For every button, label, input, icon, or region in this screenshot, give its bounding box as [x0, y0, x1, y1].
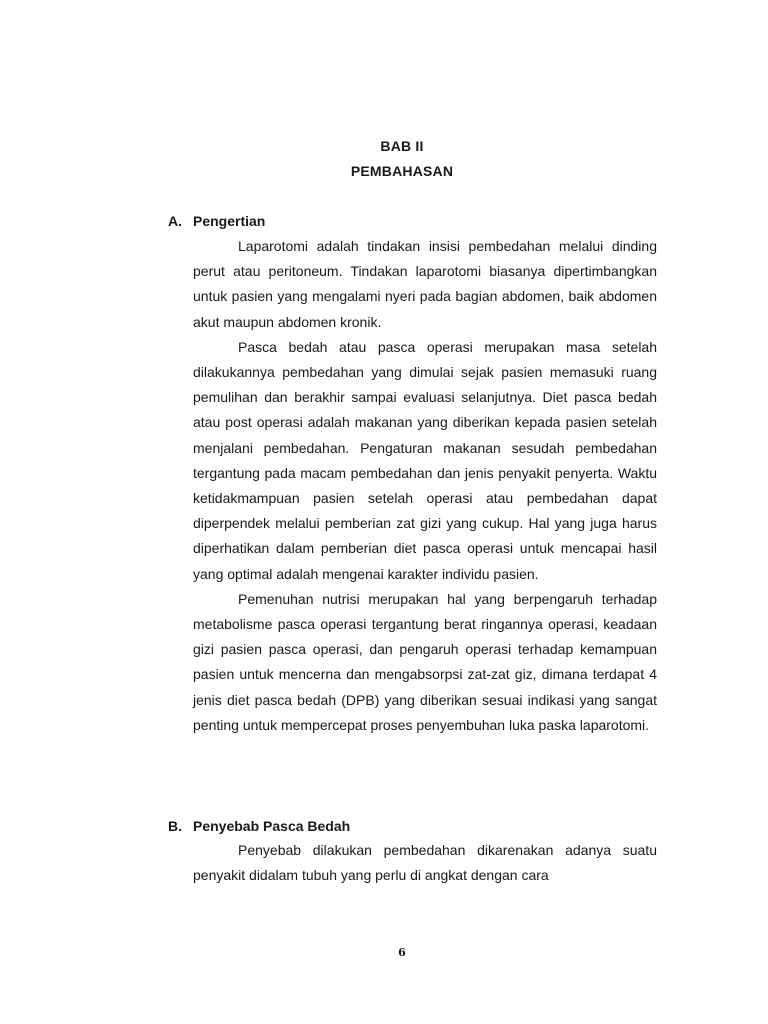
paragraph: Pemenuhan nutrisi merupakan hal yang berpengaruh terhadap metabolisme pasca operasi tergantung berat ringannya operasi, keadaan gizi pasien pasca operasi, dan pengaruh operasi terhadap kemampuan pasien untuk mencerna dan mengabsorpsi zat-zat giz, dimana terdapat 4 jenis diet pasca bedah (DPB) yang diberikan sesuai indikasi yang sangat penting untuk mempercepat proses penyembuhan luka paska laparotomi. — [193, 590, 657, 733]
section-marker: A. — [168, 213, 182, 229]
section-heading-pengertian — [168, 213, 265, 229]
chapter-title: PEMBAHASAN — [350, 163, 454, 179]
paragraph: Penyebab dilakukan pembedahan dikarenakan adanya suatu penyakit didalam tubuh yang perlu di angkat dengan cara — [193, 842, 657, 884]
section-body-penyebab — [193, 838, 657, 888]
section-title: Penyebab Pasca Bedah — [193, 818, 351, 834]
paragraph: Pasca bedah atau pasca operasi merupakan masa setelah dilakukannya pembedahan yang dimulai sejak pasien memasuki ruang pemulihan dan berakhir sampai evaluasi selanjutnya. Diet pasca bedah atau post operasi adalah makanan yang diberikan kepada pasien setelah menjalani pembedahan. Pengaturan makanan sesudah pembedahan tergantung pada macam pembedahan dan jenis penyakit penyerta. Waktu ketidakmampuan pasien setelah operasi atau pembedahan dapat diperpendek melalui pemberian zat gizi yang cukup. Hal yang juga harus diperhatikan dalam pemberian diet pasca operasi untuk mencapai hasil yang optimal adalah mengenai karakter individu pasien. — [193, 338, 657, 582]
section-heading-penyebab — [168, 818, 350, 834]
chapter-number: BAB II — [380, 138, 424, 154]
section-marker: B. — [168, 818, 182, 834]
paragraph: Laparotomi adalah tindakan insisi pembedahan melalui dinding perut atau peritoneum. Tindakan laparotomi biasanya dipertimbangkan untuk pasien yang mengalami nyeri pada bagian abdomen, baik abdomen akut maupun abdomen kronik. — [193, 238, 657, 330]
section-body-pengertian — [193, 234, 657, 738]
section-title: Pengertian — [193, 213, 266, 229]
page-number: 6 — [398, 946, 406, 959]
